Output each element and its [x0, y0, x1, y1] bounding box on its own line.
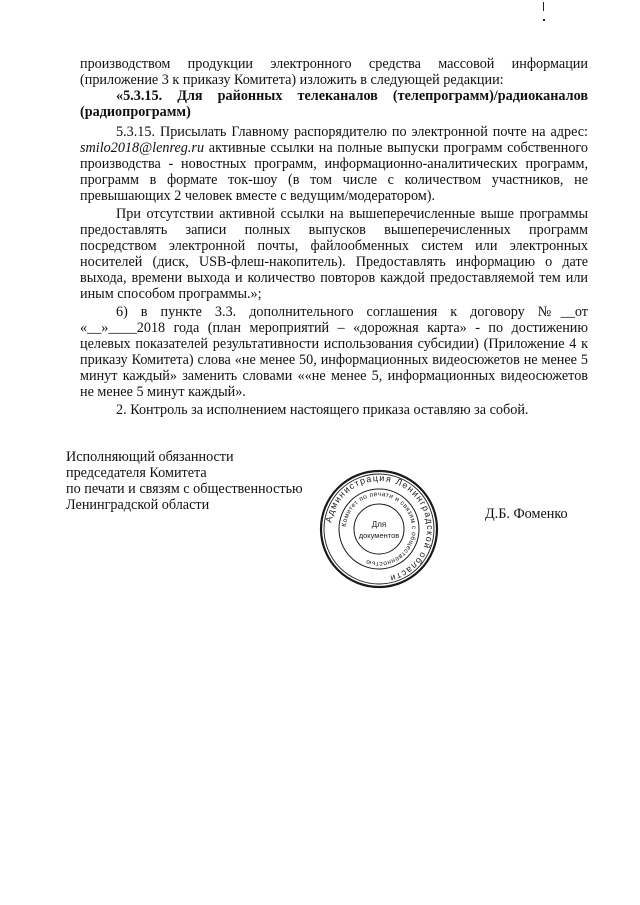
- heading-line: (радиопрограмм): [80, 104, 191, 120]
- text-line: (приложение 3 к приказу Комитета) изложить в следующей редакции:: [80, 72, 504, 88]
- stamp-outer-ring: [321, 471, 437, 587]
- heading-line: «5.3.15. Для районных телеканалов (телепрограмм)/радиоканалов: [116, 88, 588, 104]
- paragraph-intro: 5.3.15. Присылать Главному распорядителю по электронной почте на адрес:: [116, 124, 588, 140]
- signatory-line: председателя Комитета: [66, 465, 207, 481]
- signatory-title: [66, 449, 303, 513]
- scan-speck: [543, 19, 545, 21]
- signatory-line: Исполняющий обязанности: [66, 449, 234, 465]
- paragraph-continuation: [80, 56, 588, 72]
- order-text-top: [80, 56, 588, 418]
- paragraph-text: активные ссылки на полные выпуски программ собственного производства - новостных программ, информационно-аналитических программ, программ в формате ток-шоу (в том числе с количеством участников, не превышающих 2 человек вместе с ведущим/модератором).: [80, 140, 588, 204]
- paragraph-text: При отсутствии активной ссылки на вышеперечисленные выше программы предоставлять записи полных выпусков вышеперечисленных программ посредством электронной почты, файлообменных систем или электронных носителей (диск, USB-флеш-накопитель). Предоставлять информацию о дате выхода, времени выхода и количество повторов каждой предоставляемой тем или иным способом программы.»;: [80, 206, 588, 302]
- stamp-center-line-2: документов: [358, 531, 400, 540]
- paragraph-text: 6) в пункте 3.3. дополнительного соглашения к договору №__от «__»____2018 года (план мероприятий – «дорожная карта» - по достижению целевых показателей результативности использования субсидии) (Приложение 4 к приказу Комитета) слова «не менее 50, информационных видеосюжетов не менее 5 минут каждый» заменить словами ««не менее 5, информационных видеосюжетов не менее 5 минут каждый».: [80, 304, 588, 400]
- signatory-line: по печати и связям с общественностью: [66, 481, 303, 497]
- signatory-line: Ленинградской области: [66, 497, 210, 513]
- stamp-inner-text-path: Комитет по печати и связям с общественностью: [341, 490, 418, 568]
- text-line: производством продукции электронного средства массовой информации: [80, 56, 588, 72]
- stamp-inner-ring: [354, 504, 404, 554]
- stamp-outer-text-path: Администрация Ленинградской области: [323, 472, 436, 584]
- stamp-inner-text: [341, 491, 417, 567]
- paragraph-5-3-15: [80, 124, 588, 204]
- signatory-name: Д.Б. Фоменко: [485, 506, 568, 522]
- paragraph-text: 2. Контроль за исполнением настоящего приказа оставляю за собой.: [116, 402, 529, 418]
- scan-speck: [543, 2, 544, 11]
- section-heading: [80, 88, 588, 104]
- paragraph-continuation-end: [80, 72, 588, 88]
- stamp-center-line-1: Для: [371, 520, 387, 529]
- paragraph-no-link: [80, 206, 588, 302]
- section-heading-end: [80, 104, 588, 120]
- official-stamp: [318, 468, 440, 590]
- stamp-middle-ring: [339, 489, 419, 569]
- paragraph-item-6: [80, 304, 588, 400]
- paragraph-control: [80, 402, 588, 418]
- email-address: smilo2018@lenreg.ru: [80, 140, 205, 156]
